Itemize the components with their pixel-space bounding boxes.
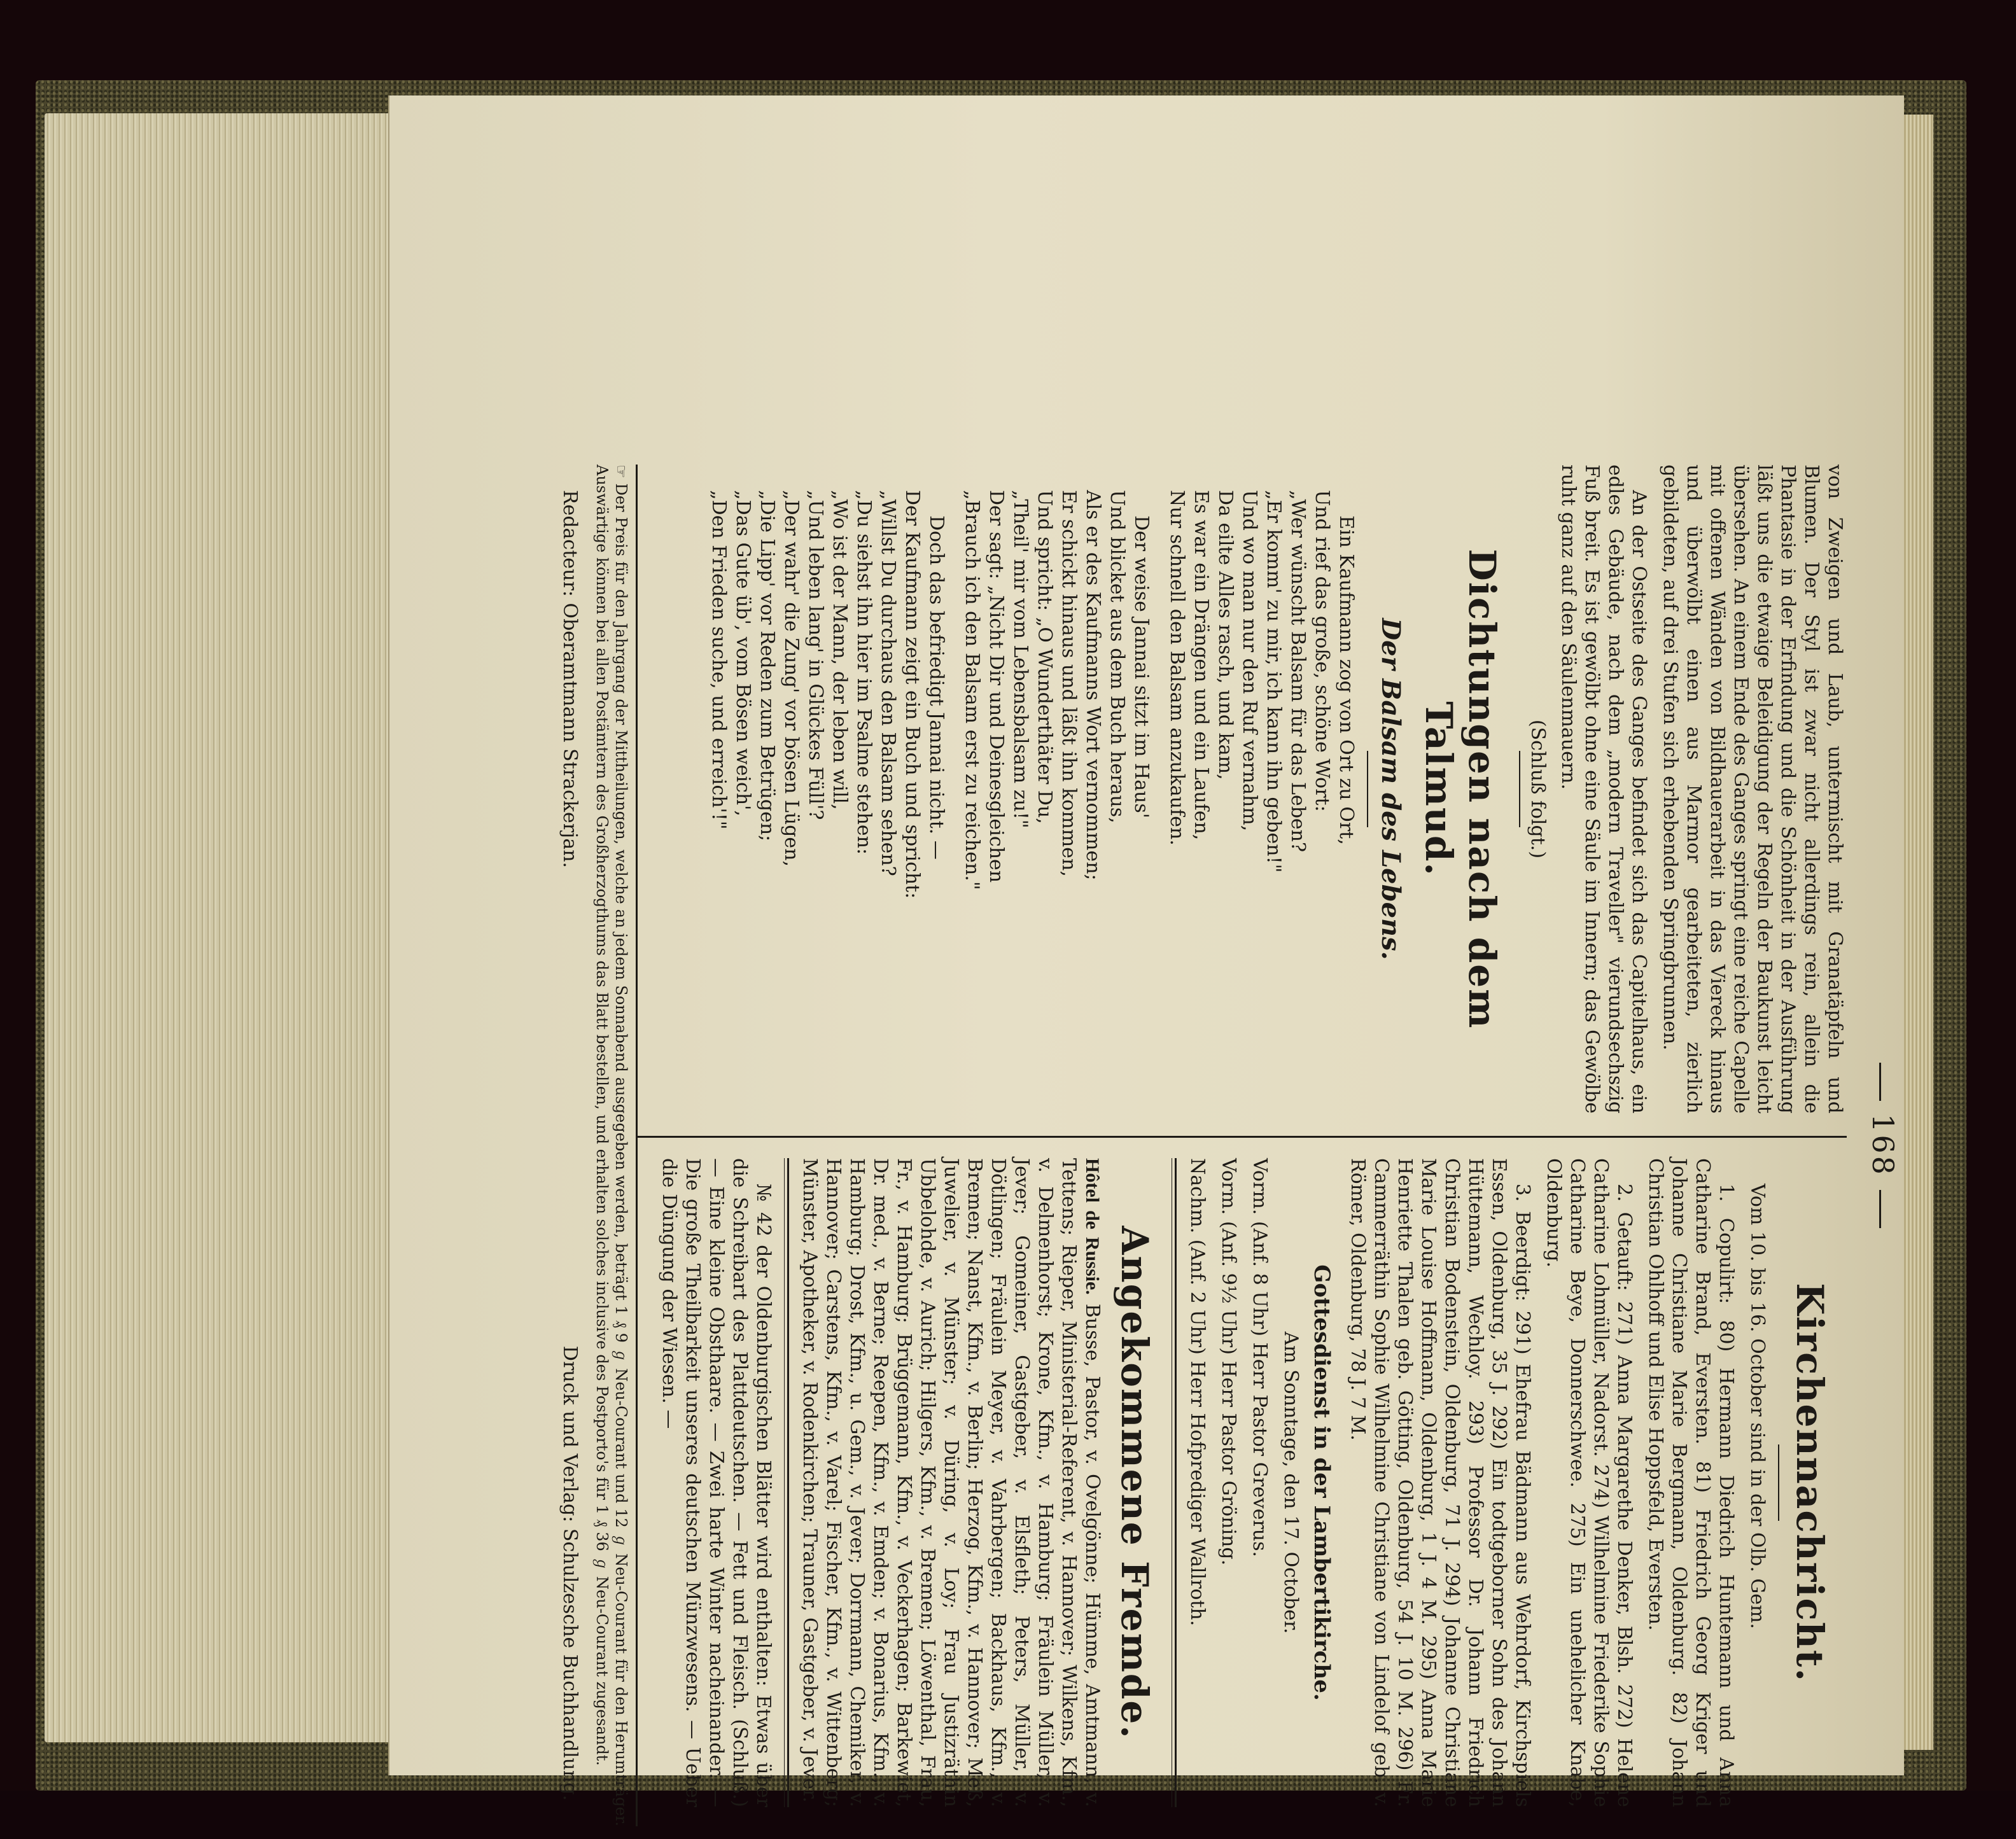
page-edges-left xyxy=(45,113,401,1742)
poem-line: Er schickt hinaus und läßt ihn kommen, xyxy=(1058,490,1080,877)
page-number-text: 168 xyxy=(1866,1114,1900,1177)
service-entry: Vorm. (Anf. 8 Uhr) Herr Pastor Greverus. xyxy=(1249,1158,1271,1558)
service-date: Am Sonntage, den 17. October. xyxy=(1280,1331,1302,1634)
poem-stanza-3 xyxy=(706,465,948,1114)
poem-line: „Der wahr' die Zung' vor bösen Lügen, xyxy=(780,490,802,867)
section-title: Dichtungen nach dem Talmud. xyxy=(1417,549,1504,1030)
poem-line: Und wo man nur den Ruf vernahm, xyxy=(1238,490,1261,832)
poem-line: Und spricht: „O Wunderthäter Du, xyxy=(1033,490,1056,824)
notice-double-rule xyxy=(784,1158,789,1807)
publisher-line: Druck und Verlag: Schulzesche Buchhandlung. xyxy=(559,1345,581,1801)
footer-rule xyxy=(636,465,638,1826)
intro-paragraph-1: von Zweigen und Laub, untermischt mit Granatäpfeln und Blumen. Der Styl ist zwar nicht allerdings rein, allein die Phantasie in der Erfindung und die Schönheit in der Ausführung läßt uns die etwaige Beleidigung der Regeln der Baukunst leicht übersehen. An einem Ende des Ganges springt eine reiche Capelle mit offenen Wänden von Bildhauerarbeit in das Viereck hinaus und überwölbt einen aus Marmor gearbeiteten, zierlich gebildeten, auf drei Stufen sich erhebenden Springbrunnen. xyxy=(1659,465,1846,1114)
book-page xyxy=(388,95,1904,1826)
poem-line: „Du siehst ihn hier im Psalme stehen: xyxy=(853,490,875,855)
poem-line: „Er komm' zu mir, ich kann ihn geben!" xyxy=(1263,490,1285,873)
poem-title: Der Balsam des Lebens. xyxy=(1376,618,1406,960)
poem-line: „Das Gute üb', vom Bösen weich', xyxy=(732,490,754,816)
poem-line: Der Kaufmann zeigt ein Buch und spricht: xyxy=(901,490,923,899)
continued-note: (Schluß folgt.) xyxy=(1527,719,1549,859)
poem-line: „Brauch ich den Balsam erst zu reichen." xyxy=(961,490,983,890)
arrivals-list: Busse, Pastor, v. Ovelgönne; Hümme, Amtmann, v. Tettens; Rieper, Ministerial-Referent, v. Hannover; Wilkens, Kfm., v. Delmenhorst; Krone, Kfm., v. Hamburg; Fräulein Müller, v. Jever; Gomeiner, Gastgeber, v. Elsfleth; Peters, Müller, v. Dötlingen; Fräulein Meyer, v. Vahrbergen; Backhaus, Kfm., v. Bremen; Nanst, Kfm., v. Berlin; Herzog, Kfm., v. Hannover; Meß, Juwelier, v. Münster; v. Düring, v. Loy; Frau Justizräthin Ubbelohde, v. Aurich; Hilgers, Kfm., v. Bremen; Löwenthal, Frau, Fr., v. Hamburg; Brüggemann, Kfm., v. Veckerhagen; Barkewiet, Dr. med., v. Berne; Reepen, Kfm., v. Emden; v. Bonarius, Kfm., v. Hamburg; Drost, Kfm., u. Gem., v. Jever; Dorrmann, Chemiker, v. Hannover; Carstens, Kfm., v. Varel; Fischer, Kfm., v. Wittenberg; Münster, Apotheker, v. Rodenkirchen; Trauner, Gastgeber, v. Jever. xyxy=(799,1158,1103,1807)
service-entry: Vorm. (Anf. 9½ Uhr) Herr Pastor Gröning. xyxy=(1217,1158,1240,1566)
poem-line: „Wo ist der Mann, der leben will, xyxy=(829,490,851,810)
poem-line: „Den Frieden suche, und erreich'!" xyxy=(708,490,730,830)
church-news-title: Kirchennachricht. xyxy=(1788,1283,1831,1682)
poem-line: Und blicket aus dem Buch heraus, xyxy=(1106,490,1128,823)
poem-line: Es war ein Drängen und ein Laufen, xyxy=(1190,490,1212,841)
church-news-rule xyxy=(1778,1444,1779,1521)
right-column xyxy=(638,1158,1847,1807)
page-number-dash-left xyxy=(1880,1063,1882,1101)
price-note: ☞ Der Preis für den Jahrgang der Mittheilungen, welche an jedem Sonnabend ausgegeben werden, beträgt 1 ₰ 9 ℊ Neu-Courant und 12 ℊ Neu-Courant für den Herumträger. Auswärtige können bei allen Postämtern des Großherzogthums das Blatt bestellen, und erhalten solches inclusive des Postporto's für 1 ₰ 36 ℊ Neu-Courant zugesandt. xyxy=(593,465,630,1826)
poem-stanza-1 xyxy=(1165,465,1358,1114)
poem-line: Als er des Kaufmanns Wort vernommen; xyxy=(1082,490,1104,881)
poem-line: Nur schnell den Balsam anzukaufen. xyxy=(1166,490,1188,846)
poem-line: Der weise Jannai sitzt im Haus' xyxy=(1130,515,1152,819)
footer xyxy=(559,465,638,1826)
service-entry: Nachm. (Anf. 2 Uhr) Herr Hofprediger Wallroth. xyxy=(1186,1158,1208,1626)
editor-line: Redacteur: Oberamtmann Strackerjan. xyxy=(559,490,581,869)
left-column xyxy=(638,465,1847,1114)
hotel-name: Hôtel de Russie. xyxy=(1082,1158,1103,1295)
page-content xyxy=(559,452,1904,1839)
poem-line: Doch das befriedigt Jannai nicht. — xyxy=(925,515,948,860)
poem xyxy=(706,465,1358,1114)
poem-line: Und rief das große, schöne Wort: xyxy=(1311,490,1333,812)
church-entry-buried: 3. Beerdigt: 291) Ehefrau Bädmann aus Wehrdorf, Kirchspiels Essen, Oldenburg, 35 J. 292) Ein todtgeborner Sohn des Johann Hüttemann, Wechloy. 293) Professor Dr. Johann Friedrich Christian Bodenstein, Oldenburg, 71 J. 294) Johanne Christiane Marie Louise Hoffmann, Oldenburg, 1 J. 4 M. 295) Anna Marie Henriette Thalen geb. Götting, Oldenburg, 54 J. 10 M. 296) Fr. Cammerräthin Sophie Wilhelmine Christiane von Lindelof geb. v. Römer, Oldenburg, 78 J. 7 M. xyxy=(1347,1158,1534,1807)
intro-paragraph-2: An der Ostseite des Ganges befindet sich das Capitelhaus, ein edles Gebäude, nach dem „modern Traveller" vierundsechszig Fuß breit. Es ist gewölbt ohne eine Säule im Innern; das Gewölbe ruht ganz auf den Säulenmauern. xyxy=(1557,465,1650,1114)
page-number xyxy=(1866,452,1900,1839)
next-issue-notice: № 42 der Oldenburgischen Blätter wird enthalten: Etwas über die Schreibart des Plattdeutschen. — Fett und Fleisch. (Schluß.) — Eine kleine Obsthaare. — Zwei harte Winter nacheinander. — Die große Theilbarkeit unseres deutschen Münzwesens. — Ueber die Düngung der Wiesen. — xyxy=(658,1158,774,1807)
poem-line: „Theil' mir vom Lebensbalsam zu!" xyxy=(1009,490,1032,829)
poem-line: „Willst Du durchaus den Balsam sehen? xyxy=(877,490,899,876)
separator-rule xyxy=(1519,751,1520,827)
poem-line: „Und leben lang' in Glückes Füll'? xyxy=(804,490,827,820)
section-double-rule xyxy=(1172,1158,1177,1807)
poem-line: „Wer wünscht Balsam für das Leben? xyxy=(1287,490,1309,853)
church-date-line: Vom 10. bis 16. October sind in der Olb. Gem. xyxy=(1746,1184,1768,1630)
poem-line: Ein Kaufmann zog von Ort zu Ort, xyxy=(1335,515,1357,845)
column-separator xyxy=(638,1136,1847,1138)
poem-stanza-2 xyxy=(960,465,1153,1114)
page-number-dash-right xyxy=(1880,1190,1882,1228)
church-entry-baptized: 2. Getauft: 271) Anna Margarethe Denker, Blsh. 272) Helene Catharine Lohmüller, Nadorst. 274) Wilhelmine Friederike Sophie Catharine Beye, Donnerschwee. 275) Ein unehelicher Knabe, Oldenburg. xyxy=(1543,1158,1635,1807)
poem-line: Der sagt: „Nicht Dir und Deinesgleichen xyxy=(985,490,1007,883)
poem-title-rule xyxy=(1367,751,1368,827)
poem-line: Da eilte Alles rasch, und kam, xyxy=(1214,490,1236,780)
church-entry-copulated: 1. Copulirt: 80) Hermann Diedrich Huntemann und Anna Catharine Brand, Eversten. 81) Friedrich Georg Kriger und Johanne Christiane Marie Bergmann, Oldenburg. 82) Johann Christian Ohlhoff und Elise Hoppsfeld, Eversten. xyxy=(1644,1158,1737,1807)
arrivals-title: Angekommene Fremde. xyxy=(1113,1226,1156,1740)
imprint xyxy=(559,465,581,1826)
service-title: Gottesdienst in der Lambertikirche. xyxy=(1309,1264,1334,1701)
poem-line: „Die Lipp' vor Reden zum Betrügen; xyxy=(756,490,778,842)
